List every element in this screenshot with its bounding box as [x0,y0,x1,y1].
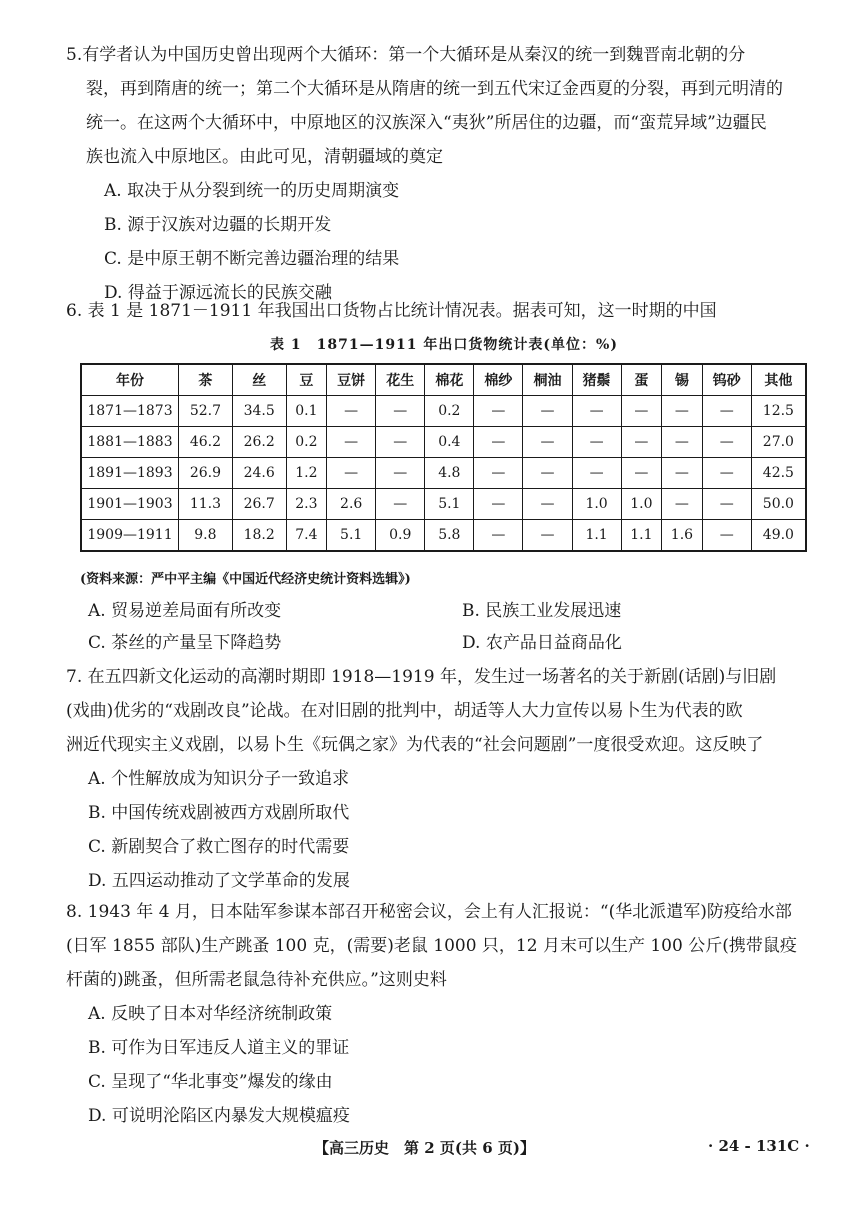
page-footer: 【高三历史 第 2 页(共 6 页)】 [314,1139,535,1157]
value-cell: 27.0 [751,427,806,458]
q7-stem-line: (戏曲)优劣的“戏剧改良”论战。在对旧剧的批判中，胡适等人大力宣传以易卜生为代表的欧 [66,701,743,721]
table-row [81,396,806,427]
value-cell: — [523,489,572,520]
value-cell: 49.0 [751,520,806,552]
value-cell: 11.3 [179,489,233,520]
value-cell: 1.2 [286,458,327,489]
value-cell: 1.1 [621,520,662,552]
value-cell: — [474,489,523,520]
q5-stem-line: 统一。在这两个大循环中，中原地区的汉族深入“夷狄”所居住的边疆，而“蛮荒异域”边疆民 [86,113,767,133]
table-row [81,489,806,520]
value-cell: — [474,396,523,427]
q6-stem: 6. 表 1 是 1871－1911 年我国出口货物占比统计情况表。据表可知，这一时期的中国 [66,301,717,321]
paper-code: · 24 - 131C · [708,1137,810,1155]
q6-option-c: C. 茶丝的产量呈下降趋势 [88,633,282,653]
value-cell: — [523,458,572,489]
table-source: (资料来源：严中平主编《中国近代经济史统计资料选辑》) [80,572,411,587]
value-cell: 18.2 [232,520,286,552]
header-cell: 豆 [286,364,327,396]
header-cell: 钨砂 [702,364,751,396]
value-cell: 1.1 [572,520,621,552]
value-cell: — [376,489,425,520]
q7-stem-line: 洲近代现实主义戏剧，以易卜生《玩偶之家》为代表的“社会问题剧”一度很受欢迎。这反映了 [66,735,764,755]
value-cell: 0.2 [425,396,474,427]
q8-stem-line: 杆菌的)跳蚤，但所需老鼠急待补充供应。”这则史料 [66,970,447,990]
value-cell: 5.1 [425,489,474,520]
value-cell: — [523,396,572,427]
value-cell: 5.1 [327,520,376,552]
year-cell: 1909—1911 [81,520,179,552]
value-cell: — [662,427,703,458]
year-cell: 1901—1903 [81,489,179,520]
value-cell: — [376,458,425,489]
year-cell: 1891—1893 [81,458,179,489]
q8-stem-line: 8. 1943 年 4 月，日本陆军参谋本部召开秘密会议，会上有人汇报说：“(华北派遣军)防疫给水部 [66,902,792,922]
header-cell: 其他 [751,364,806,396]
value-cell: 26.9 [179,458,233,489]
table-header-row [81,364,806,396]
value-cell: — [474,458,523,489]
q8-option-d: D. 可说明沦陷区内暴发大规模瘟疫 [88,1106,350,1126]
value-cell: 7.4 [286,520,327,552]
value-cell: — [327,427,376,458]
table-row [81,427,806,458]
q5-option-c: C. 是中原王朝不断完善边疆治理的结果 [104,249,400,269]
q5-option-a: A. 取决于从分裂到统一的历史周期演变 [104,181,400,201]
value-cell: 2.3 [286,489,327,520]
value-cell: — [662,458,703,489]
header-cell: 猪鬃 [572,364,621,396]
value-cell: — [327,396,376,427]
q5-option-b: B. 源于汉族对边疆的长期开发 [104,215,332,235]
value-cell: 0.4 [425,427,474,458]
value-cell: — [621,458,662,489]
value-cell: 50.0 [751,489,806,520]
question-7 [66,660,836,898]
q8-stem-line: (日军 1855 部队)生产跳蚤 100 克，(需要)老鼠 1000 只，12 月末可以生产 100 公斤(携带鼠疫 [66,936,797,956]
value-cell: 5.8 [425,520,474,552]
value-cell: — [572,396,621,427]
value-cell: 0.1 [286,396,327,427]
value-cell: 0.2 [286,427,327,458]
question-6 [66,294,821,328]
q7-option-b: B. 中国传统戏剧被西方戏剧所取代 [88,803,350,823]
value-cell: — [621,396,662,427]
q6-option-b: B. 民族工业发展迅速 [462,601,622,621]
question-5 [66,38,821,310]
year-cell: 1881—1883 [81,427,179,458]
value-cell: — [474,520,523,552]
q8-option-b: B. 可作为日军违反人道主义的罪证 [88,1038,350,1058]
header-cell: 蛋 [621,364,662,396]
header-cell: 桐油 [523,364,572,396]
value-cell: 24.6 [232,458,286,489]
value-cell: — [572,458,621,489]
value-cell: — [621,427,662,458]
table-row [81,520,806,552]
value-cell: — [662,489,703,520]
value-cell: 1.0 [621,489,662,520]
value-cell: 9.8 [179,520,233,552]
q5-stem-line: 裂，再到隋唐的统一；第二个大循环是从隋唐的统一到五代宋辽金西夏的分裂，再到元明清的 [86,79,783,99]
header-cell: 棉花 [425,364,474,396]
value-cell: — [376,427,425,458]
value-cell: — [523,520,572,552]
value-cell: — [702,520,751,552]
value-cell: 1.6 [662,520,703,552]
value-cell: — [376,396,425,427]
header-cell: 花生 [376,364,425,396]
q8-option-a: A. 反映了日本对华经济统制政策 [88,1004,333,1024]
q7-option-d: D. 五四运动推动了文学革命的发展 [88,871,350,891]
value-cell: 34.5 [232,396,286,427]
export-goods-table [80,363,807,552]
q5-stem-line: 族也流入中原地区。由此可见，清朝疆域的奠定 [86,147,443,167]
question-8 [66,895,836,1133]
value-cell: 2.6 [327,489,376,520]
value-cell: 0.9 [376,520,425,552]
q7-stem-line: 7. 在五四新文化运动的高潮时期即 1918—1919 年，发生过一场著名的关于新剧(话剧)与旧剧 [66,667,777,687]
value-cell: — [662,396,703,427]
value-cell: 12.5 [751,396,806,427]
q6-option-d: D. 农产品日益商品化 [462,633,622,653]
q6-option-a: A. 贸易逆差局面有所改变 [88,601,282,621]
value-cell: — [523,427,572,458]
value-cell: 26.7 [232,489,286,520]
header-cell: 豆饼 [327,364,376,396]
value-cell: — [327,458,376,489]
q8-option-c: C. 呈现了“华北事变”爆发的缘由 [88,1072,333,1092]
value-cell: — [702,458,751,489]
value-cell: 26.2 [232,427,286,458]
value-cell: 4.8 [425,458,474,489]
table-row [81,458,806,489]
value-cell: 42.5 [751,458,806,489]
value-cell: 52.7 [179,396,233,427]
header-cell: 茶 [179,364,233,396]
value-cell: 1.0 [572,489,621,520]
header-cell: 年份 [81,364,179,396]
value-cell: — [474,427,523,458]
q5-stem-line: 5.有学者认为中国历史曾出现两个大循环：第一个大循环是从秦汉的统一到魏晋南北朝的分 [66,45,746,65]
value-cell: 46.2 [179,427,233,458]
header-cell: 丝 [232,364,286,396]
q7-option-c: C. 新剧契合了救亡图存的时代需要 [88,837,350,857]
table-caption: 表 1 1871—1911 年出口货物统计表(单位：%) [270,337,618,353]
value-cell: — [572,427,621,458]
year-cell: 1871—1873 [81,396,179,427]
table-body [81,396,806,552]
value-cell: — [702,489,751,520]
q7-option-a: A. 个性解放成为知识分子一致追求 [88,769,350,789]
value-cell: — [702,427,751,458]
header-cell: 锡 [662,364,703,396]
header-cell: 棉纱 [474,364,523,396]
q5-option-d: D. 得益于源远流长的民族交融 [104,283,332,303]
value-cell: — [702,396,751,427]
